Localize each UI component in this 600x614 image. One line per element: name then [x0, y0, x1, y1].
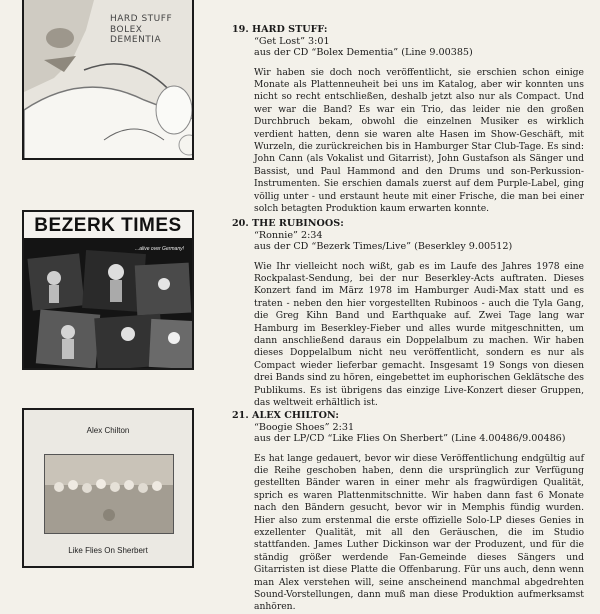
- entry-header: [232, 218, 584, 230]
- entry-header: [232, 24, 584, 36]
- source-album: aus der LP/CD “Like Flies On Sherbert” (Line 4.00486/9.00486): [254, 433, 566, 444]
- entry-header: [232, 410, 584, 422]
- entry-text-block: [232, 410, 584, 614]
- entry-text-block: [232, 24, 584, 215]
- artist-name: ALEX CHILTON:: [252, 410, 339, 421]
- track-title: “Ronnie” 2:34: [254, 229, 323, 241]
- track-title: “Get Lost” 3:01: [254, 35, 330, 47]
- entry-description: Wie Ihr vielleicht noch wißt, gab es im Laufe des Jahres 1978 eine Rockpalast-Sendung, bei der nur Beserkley-Acts auftraten. Dieses Konzert fand im März 1978 im Hamburger Audi-Max statt und es traten - neben den hier vorgestellten Rubinoos - auch die Tyla Gang, die Greg Kihn Band und Earthquake auf. Zwei Tage lang war Hamburg im Beserkley-Fieber und alles wurde mitgeschnitten, um dann anschließend daraus ein Doppelalbum zu machen. Wir haben dieses Doppelalbum nicht neu veröffentlicht, sondern es nur als Compact wieder lieferbar gemacht. Insgesamt 19 Songs von diesen drei Bands sind zu hören, eingebettet im euphorischen Geklätsche des Publikums. Es ist übrigens das einzige Live-Konzert dieser Gruppen, das weltweit erhältlich ist.: [254, 260, 584, 408]
- source-album: aus der CD “Bolex Dementia” (Line 9.00385): [254, 47, 473, 58]
- cover-art-illustration: [24, 0, 194, 160]
- entry-description: Wir haben sie doch noch veröffentlicht, sie erschien schon einige Monate als Plattenneuheit bei uns im Katalog, aber wir konnten uns nicht so recht entschließen, deshalb jetzt also nur als Compact. Und wer war die Band? Es war ein Trio, das leider nie den großen Durchbruch bekam, obwohl die einzelnen Musiker es wirklich verdient hatten, denn sie waren alte Hasen im Show-Geschäft, mit Wurzeln, die zurückreichen bis in Hamburger Star Club-Tage. Es sind: John Cann (als Vokalist und Gitarrist), John Gustafson als Sänger und Bassist, und Paul Hammond and den Drums und son-Perkussion-Instrumenten. Sie erschien damals zuerst auf dem Purple-Label, ging völlig unter - und erstaunt heute mit einer Frische, die man bei einer solch betagten Produktion kaum erwarten konnte.: [254, 66, 584, 214]
- cover-artist-name: Alex Chilton: [86, 426, 130, 435]
- cover-artist-text: HARD STUFF: [110, 14, 173, 24]
- album-cover-bezerk-times: [22, 210, 194, 370]
- entry-description: Es hat lange gedauert, bevor wir diese Veröffentlichung endgültig auf die Reihe geschoben haben, denn die ursprünglich zur Verfügung gestellten Bänder waren in einer mehr als fragwürdigen Qualität, sprich es waren Plattenmitschnitte. Wir haben dann fast 6 Monate nach den Bändern gesucht, bevor wir in Memphis fündig wurden. Hier also zum erstenmal die erste offizielle Solo-LP dieses Genies in exzellenter Qualität, mit all den Geräuschen, die im Studio stattfanden. James Luther Dickinson war der Produzent, und für die ständig größer werdende Fan-Gemeinde dieses Sängers und Gitarristen ist diese Platte die Offenbarung. Für uns auch, denn wenn man Alex verstehen will, seine anscheinend manchmal abgedrehten Sound-Vorstellungen, dann muß man diese Produktion aufmerksamst anhören.: [254, 452, 584, 613]
- track-title: “Boogie Shoes” 2:31: [254, 421, 355, 433]
- album-cover-like-flies-on-sherbert: [22, 408, 194, 568]
- track-number: 20.: [232, 218, 249, 229]
- album-cover-bolex-dementia: [22, 0, 194, 160]
- cover-title: BEZERK TIMES: [34, 215, 182, 236]
- artist-name: HARD STUFF:: [252, 24, 328, 35]
- cover-album-title: Like Flies On Sherbert: [68, 546, 148, 555]
- artist-name: THE RUBINOOS:: [252, 218, 344, 229]
- dolls-photo: [45, 455, 173, 533]
- track-number: 19.: [232, 24, 249, 35]
- cover-photo: [44, 454, 174, 534]
- entry-text-block: [232, 218, 584, 409]
- cover-title-text: BOLEX DEMENTIA: [110, 25, 162, 45]
- track-number: 21.: [232, 410, 249, 421]
- cover-tagline: ...alive over Germany!: [135, 246, 184, 252]
- source-album: aus der CD “Bezerk Times/Live” (Beserkley 9.00512): [254, 241, 513, 252]
